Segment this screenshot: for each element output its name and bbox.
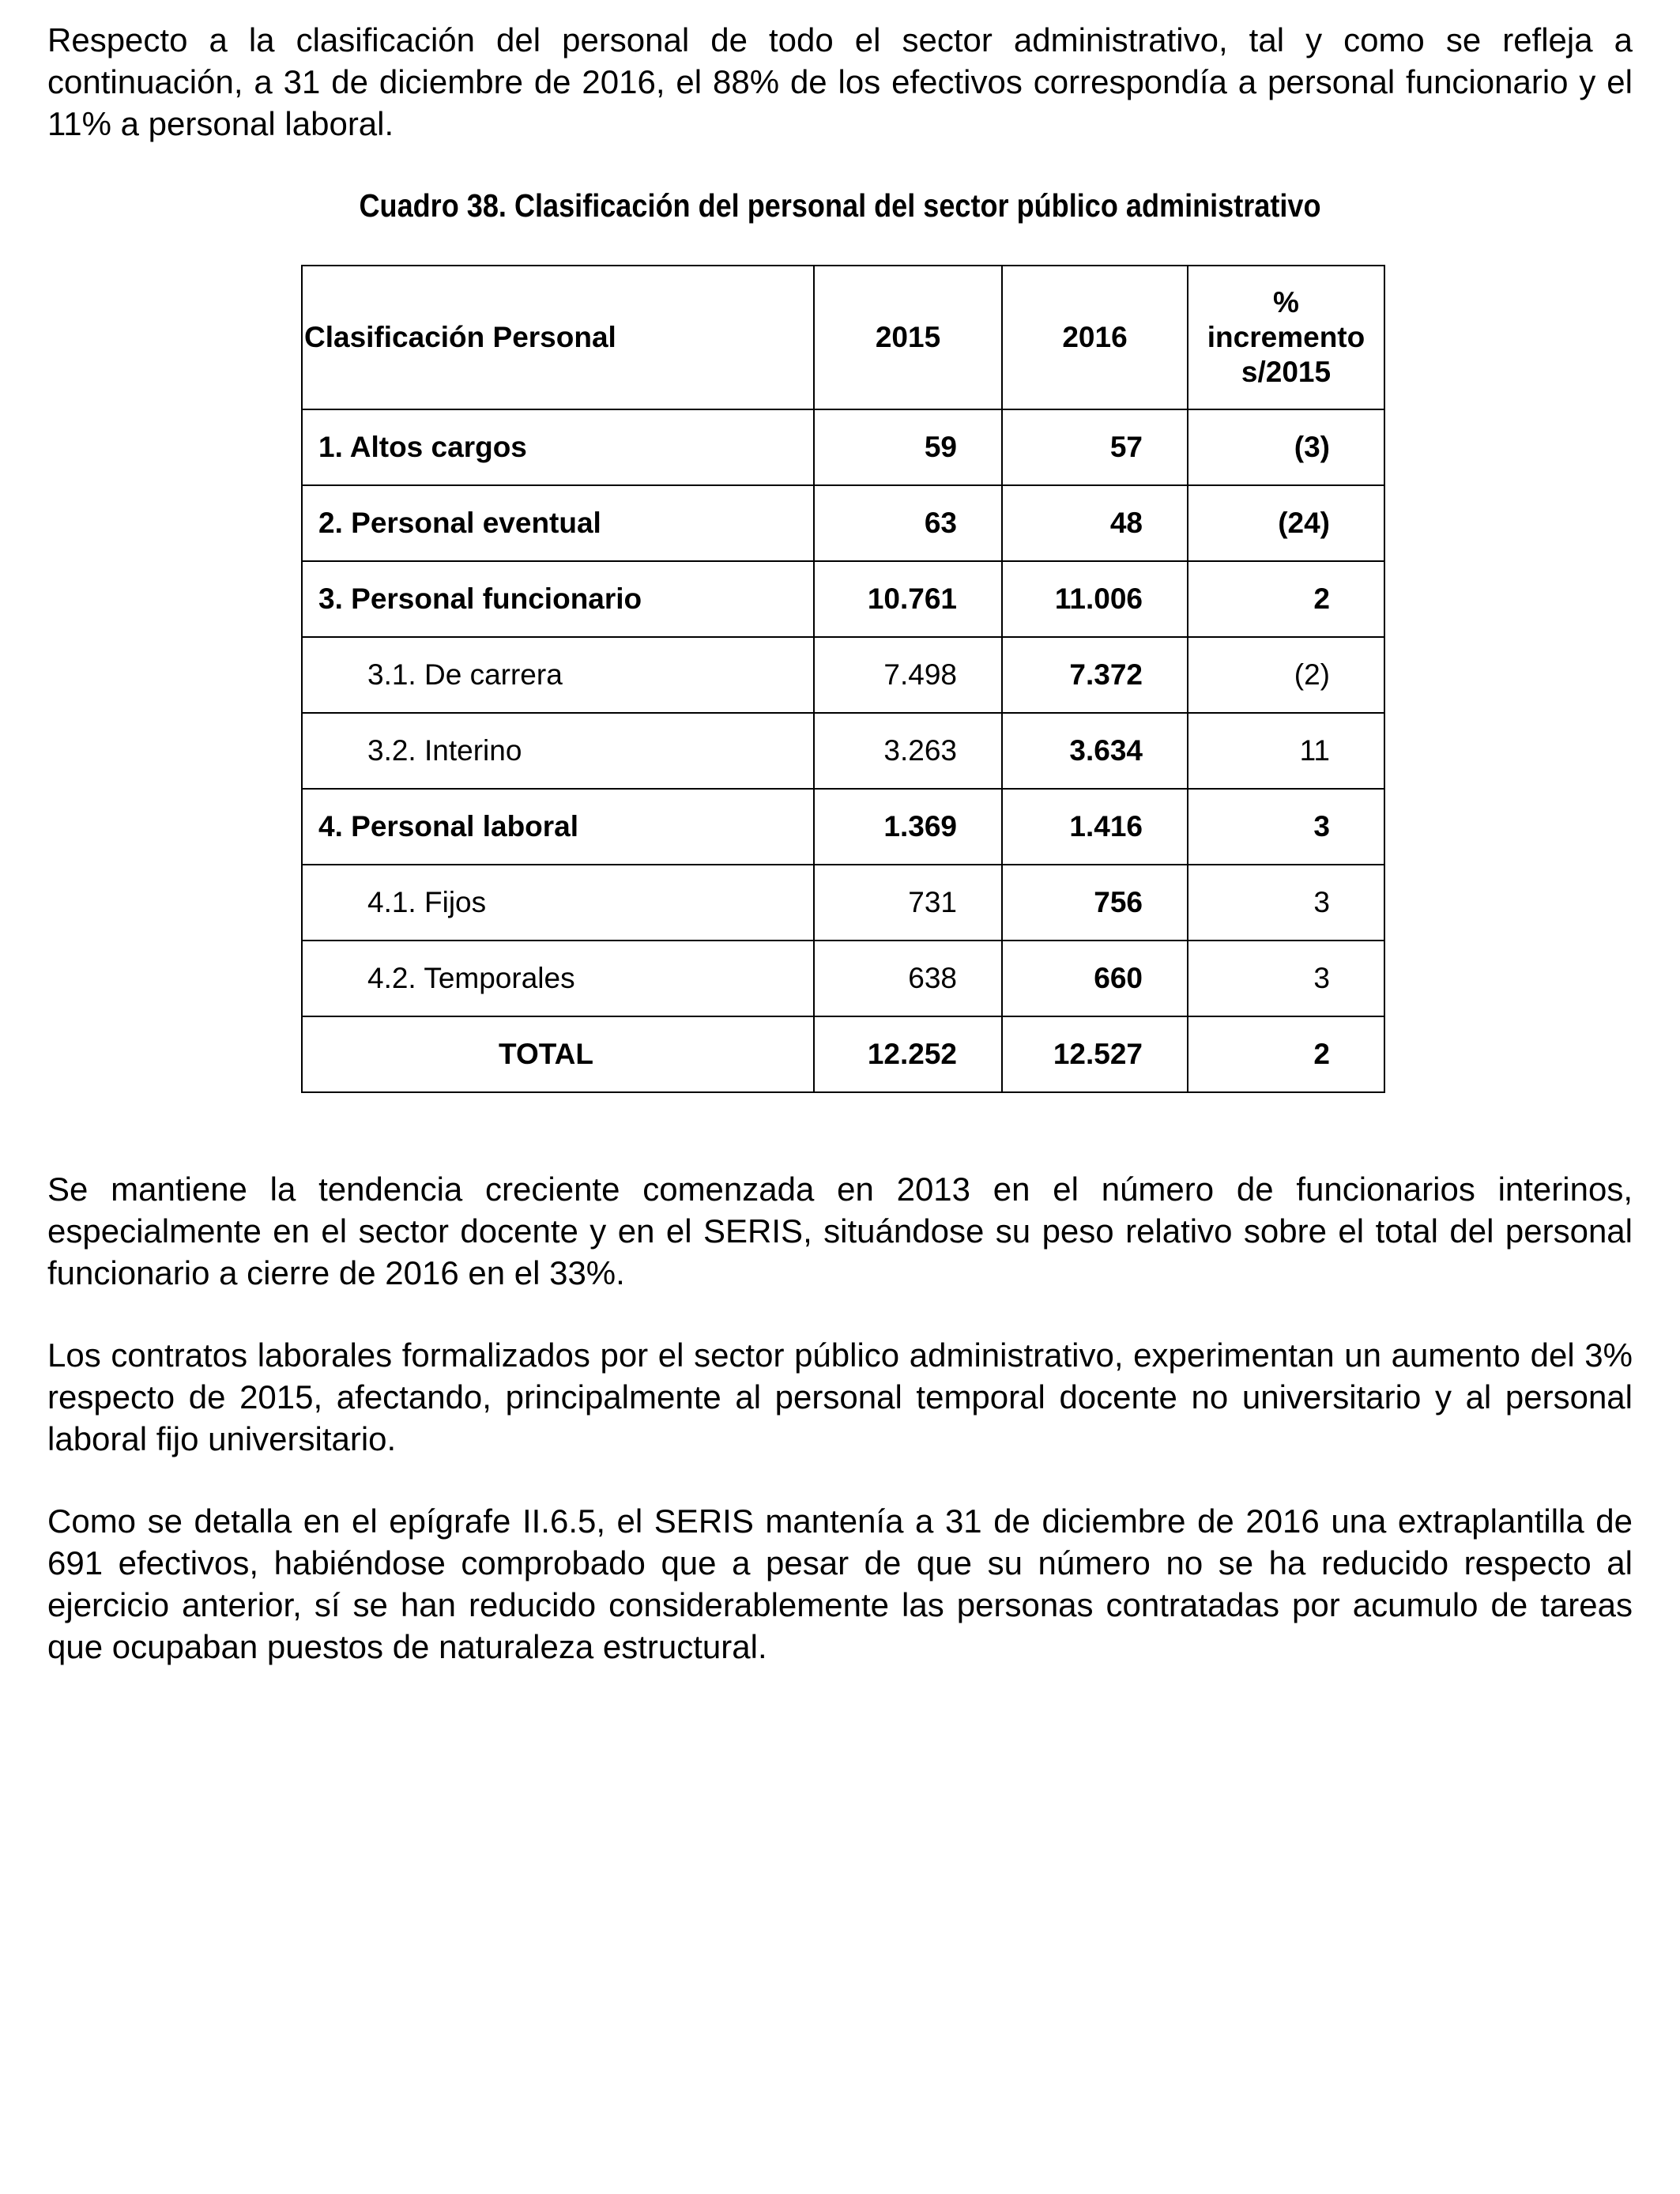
header-2016: 2016 [1002, 266, 1188, 409]
value-2015: 59 [814, 409, 1002, 485]
value-percent: 3 [1188, 865, 1384, 941]
table-header-row [302, 266, 1384, 409]
table-row [302, 409, 1384, 485]
value-2016: 57 [1002, 409, 1188, 485]
table-row [302, 637, 1384, 713]
value-percent: (24) [1188, 485, 1384, 561]
table-caption: Cuadro 38. Clasificación del personal del sector público administrativo [359, 187, 1321, 224]
value-percent: 2 [1188, 1016, 1384, 1092]
value-2016: 756 [1002, 865, 1188, 941]
header-percent-increase [1188, 266, 1384, 409]
table-total-row [302, 1016, 1384, 1092]
value-2015: 12.252 [814, 1016, 1002, 1092]
value-2015: 638 [814, 941, 1002, 1016]
value-percent: (2) [1188, 637, 1384, 713]
row-label: 2. Personal eventual [302, 485, 814, 561]
row-label: 1. Altos cargos [302, 409, 814, 485]
header-percent-line2: incremento [1207, 321, 1365, 353]
table-row [302, 789, 1384, 865]
row-label: 3. Personal funcionario [302, 561, 814, 637]
value-2016: 660 [1002, 941, 1188, 1016]
header-2015: 2015 [814, 266, 1002, 409]
header-percent-line1: % [1273, 286, 1299, 319]
value-2015: 731 [814, 865, 1002, 941]
row-label: 4.2. Temporales [302, 941, 814, 1016]
header-percent-line3: s/2015 [1241, 356, 1332, 388]
value-2015: 63 [814, 485, 1002, 561]
table-row [302, 485, 1384, 561]
value-percent: 3 [1188, 941, 1384, 1016]
labor-contracts-paragraph: Los contratos laborales formalizados por el sector público administrativo, experimentan un aumento del 3% respecto de 2015, afectando, principalmente al personal temporal docente no universitario y al personal laboral fijo universitario. [47, 1336, 1633, 1457]
seris-paragraph: Como se detalla en el epígrafe II.6.5, el SERIS mantenía a 31 de diciembre de 2016 una extraplantilla de 691 efectivos, habiéndose comprobado que a pesar de que su número no se ha reducido respecto al ejercicio anterior, sí se han reducido considerablemente las personas contratadas por acumulo de tareas que ocupaban puestos de naturaleza estructural. [47, 1502, 1633, 1665]
value-percent: 11 [1188, 713, 1384, 789]
value-2016: 12.527 [1002, 1016, 1188, 1092]
header-classification: Clasificación Personal [302, 266, 814, 409]
table-row [302, 713, 1384, 789]
value-2015: 3.263 [814, 713, 1002, 789]
value-2016: 48 [1002, 485, 1188, 561]
value-2015: 7.498 [814, 637, 1002, 713]
value-percent: (3) [1188, 409, 1384, 485]
row-label: 4. Personal laboral [302, 789, 814, 865]
table-row [302, 941, 1384, 1016]
value-2016: 3.634 [1002, 713, 1188, 789]
intro-paragraph: Respecto a la clasificación del personal de todo el sector administrativo, tal y como se refleja a continuación, a 31 de diciembre de 2016, el 88% de los efectivos correspondía a personal funcionario y el 11% a personal laboral. [47, 21, 1633, 142]
row-label: 4.1. Fijos [302, 865, 814, 941]
table-row [302, 865, 1384, 941]
personnel-classification-table [301, 265, 1385, 1093]
value-2016: 1.416 [1002, 789, 1188, 865]
value-2015: 10.761 [814, 561, 1002, 637]
row-label: 3.1. De carrera [302, 637, 814, 713]
value-2016: 11.006 [1002, 561, 1188, 637]
row-label: TOTAL [302, 1016, 814, 1092]
table-row [302, 561, 1384, 637]
interim-trend-paragraph: Se mantiene la tendencia creciente comenzada en 2013 en el número de funcionarios interinos, especialmente en el sector docente y en el SERIS, situándose su peso relativo sobre el total del personal funcionario a cierre de 2016 en el 33%. [47, 1171, 1633, 1291]
value-percent: 3 [1188, 789, 1384, 865]
value-percent: 2 [1188, 561, 1384, 637]
row-label: 3.2. Interino [302, 713, 814, 789]
value-2016: 7.372 [1002, 637, 1188, 713]
value-2015: 1.369 [814, 789, 1002, 865]
